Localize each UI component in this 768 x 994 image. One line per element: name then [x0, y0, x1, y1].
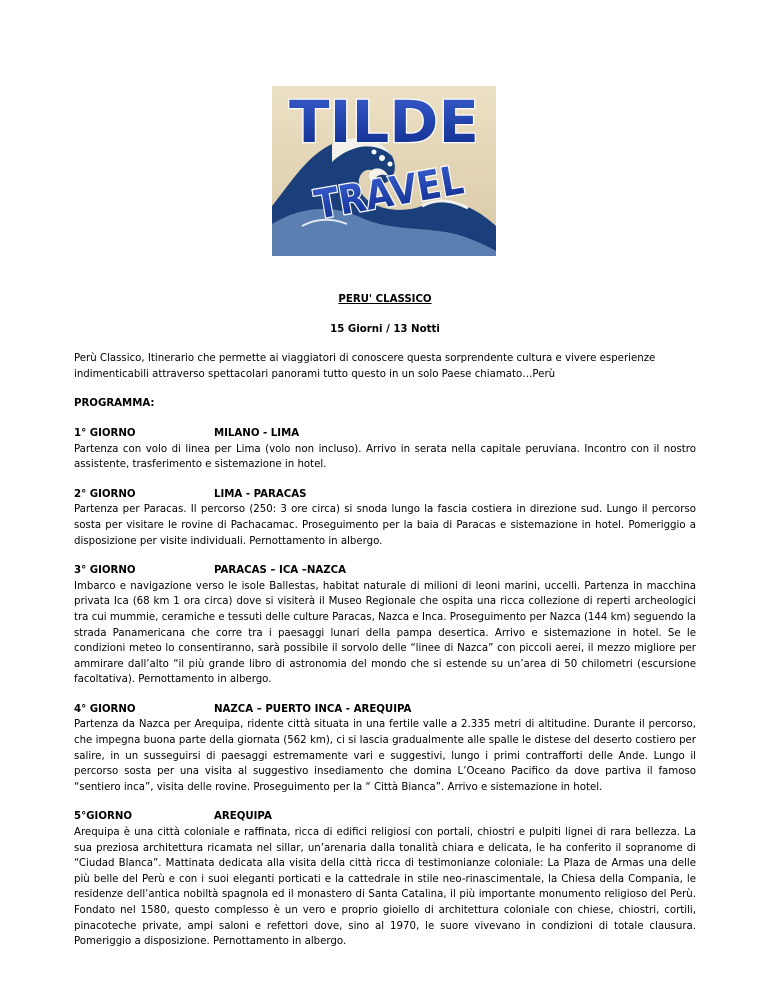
day-heading — [74, 563, 696, 579]
day-number: 3° GIORNO — [74, 565, 136, 577]
document-title: PERU' CLASSICO — [338, 294, 432, 305]
day-description: Partenza con volo di linea per Lima (volo non incluso). Arrivo in serata nella capitale peruviana. Incontro con il nostro assistente, trasferimento e sistemazione in hotel. — [74, 443, 696, 471]
tilde-travel-logo — [272, 86, 496, 256]
day-description: Partenza da Nazca per Arequipa, ridente città situata in una fertile valle a 2.335 metri di altitudine. Durante il percorso, che impegna buona parte della giornata (562 km), ci si lascia gradualmente alle spalle le distese del deserto costiero per salire, in un susseguirsi di paesaggi estremamente vari e suggestivi, lungo i primi contrafforti delle Ande. Lungo il percorso sosta per una visita al suggestivo insediamento che domina L’Oceano Pacifico da dove partiva il famoso “sentiero inca”, visita delle rovine. Proseguimento per la “ Città Bianca”. Arrivo e sistemazione in hotel. — [74, 719, 696, 793]
day-number: 1° GIORNO — [74, 427, 136, 439]
day-heading — [74, 809, 696, 825]
day-2 — [74, 487, 696, 549]
document-subtitle: 15 Giorni / 13 Notti — [330, 323, 440, 335]
day-3 — [74, 563, 696, 688]
day-route: MILANO - LIMA — [214, 427, 300, 439]
day-heading — [74, 426, 696, 442]
day-description: Partenza per Paracas. Il percorso (250: 3 ore circa) si snoda lungo la fascia costiera in direzione sud. Lungo il percorso sosta per visitare le rovine di Pachacamac. Proseguimento per la baia di Paracas e sistemazione in hotel. Pomeriggio a disposizione per visite individuali. Pernottamento in albergo. — [74, 504, 696, 547]
program-heading: PROGRAMMA: — [74, 398, 155, 410]
day-heading — [74, 702, 696, 718]
day-4 — [74, 702, 696, 796]
day-number: 2° GIORNO — [74, 488, 136, 500]
logo-word-tilde: TILDE — [289, 88, 479, 156]
day-description: Arequipa è una città coloniale e raffinata, ricca di edifici religiosi con portali, chiostri e pulpiti lignei di rara bellezza. La sua preziosa architettura ricamata nel sillar, un’arenaria dalla tonalità chiara e delicata, le ha conferito il sopranome di “Ciudad Blanca”. Mattinata dedicata alla visita della città ricca di testimonianze coloniale: La Plaza de Armas una delle più belle del Perù e con i suoi eleganti porticati e la cattedrale in stile neo-rinascimentale, la Chiesa della Compania, le residenze dell’antica nobiltà spagnola ed il monastero di Santa Catalina, il più importante monumento religioso del Perù. Fondato nel 1580, questo complesso è un vero e proprio gioiello di architettura coloniale con chiese, chiostri, cortili, pinacoteche private, ampi saloni e refettori dove, sino al 1970, le suore vivevano in condizioni di totale clausura. Pomeriggio a disposizione. Pernottamento in albergo. — [74, 827, 696, 948]
intro-paragraph: Perù Classico, Itinerario che permette ai viaggiatori di conoscere questa sorprendente cultura e vivere esperienze indimenticabili attraverso spettacolari panorami tutto questo in un solo Paese chiamato…Perù — [74, 353, 656, 380]
day-number: 4° GIORNO — [74, 703, 136, 715]
day-1 — [74, 426, 696, 473]
day-number: 5°GIORNO — [74, 811, 133, 823]
day-route: LIMA - PARACAS — [214, 488, 307, 500]
day-route: PARACAS – ICA –NAZCA — [214, 565, 346, 577]
day-route: AREQUIPA — [214, 811, 272, 823]
day-description: Imbarco e navigazione verso le isole Ballestas, habitat naturale di milioni di leoni marini, uccelli. Partenza in macchina privata Ica (68 km 1 ora circa) dove si visiterà il Museo Regionale che ospita una ricca collezione di reperti archeologici tra cui mummie, ceramiche e tessuti delle culture Paracas, Nazca e Inca. Proseguimento per Nazca (144 km) seguendo la strada Panamericana che corre tra i paesaggi lunari della pampa desertica. Arrivo e sistemazione in hotel. Se le condizioni meteo lo consentiranno, sarà possibile il sorvolo delle “linee di Nazca” con piccoli aerei, il mezzo migliore per ammirare dall’alto “il più grande libro di astronomia del mondo che si estende su un’area di 50 chilometri (escursione facoltativa). Pernottamento in albergo. — [74, 580, 696, 686]
day-heading — [74, 487, 696, 503]
day-route: NAZCA – PUERTO INCA - AREQUIPA — [214, 703, 412, 715]
logo-word-travel: TRAVEL — [311, 153, 487, 229]
day-5 — [74, 809, 696, 949]
document-body — [74, 292, 696, 950]
